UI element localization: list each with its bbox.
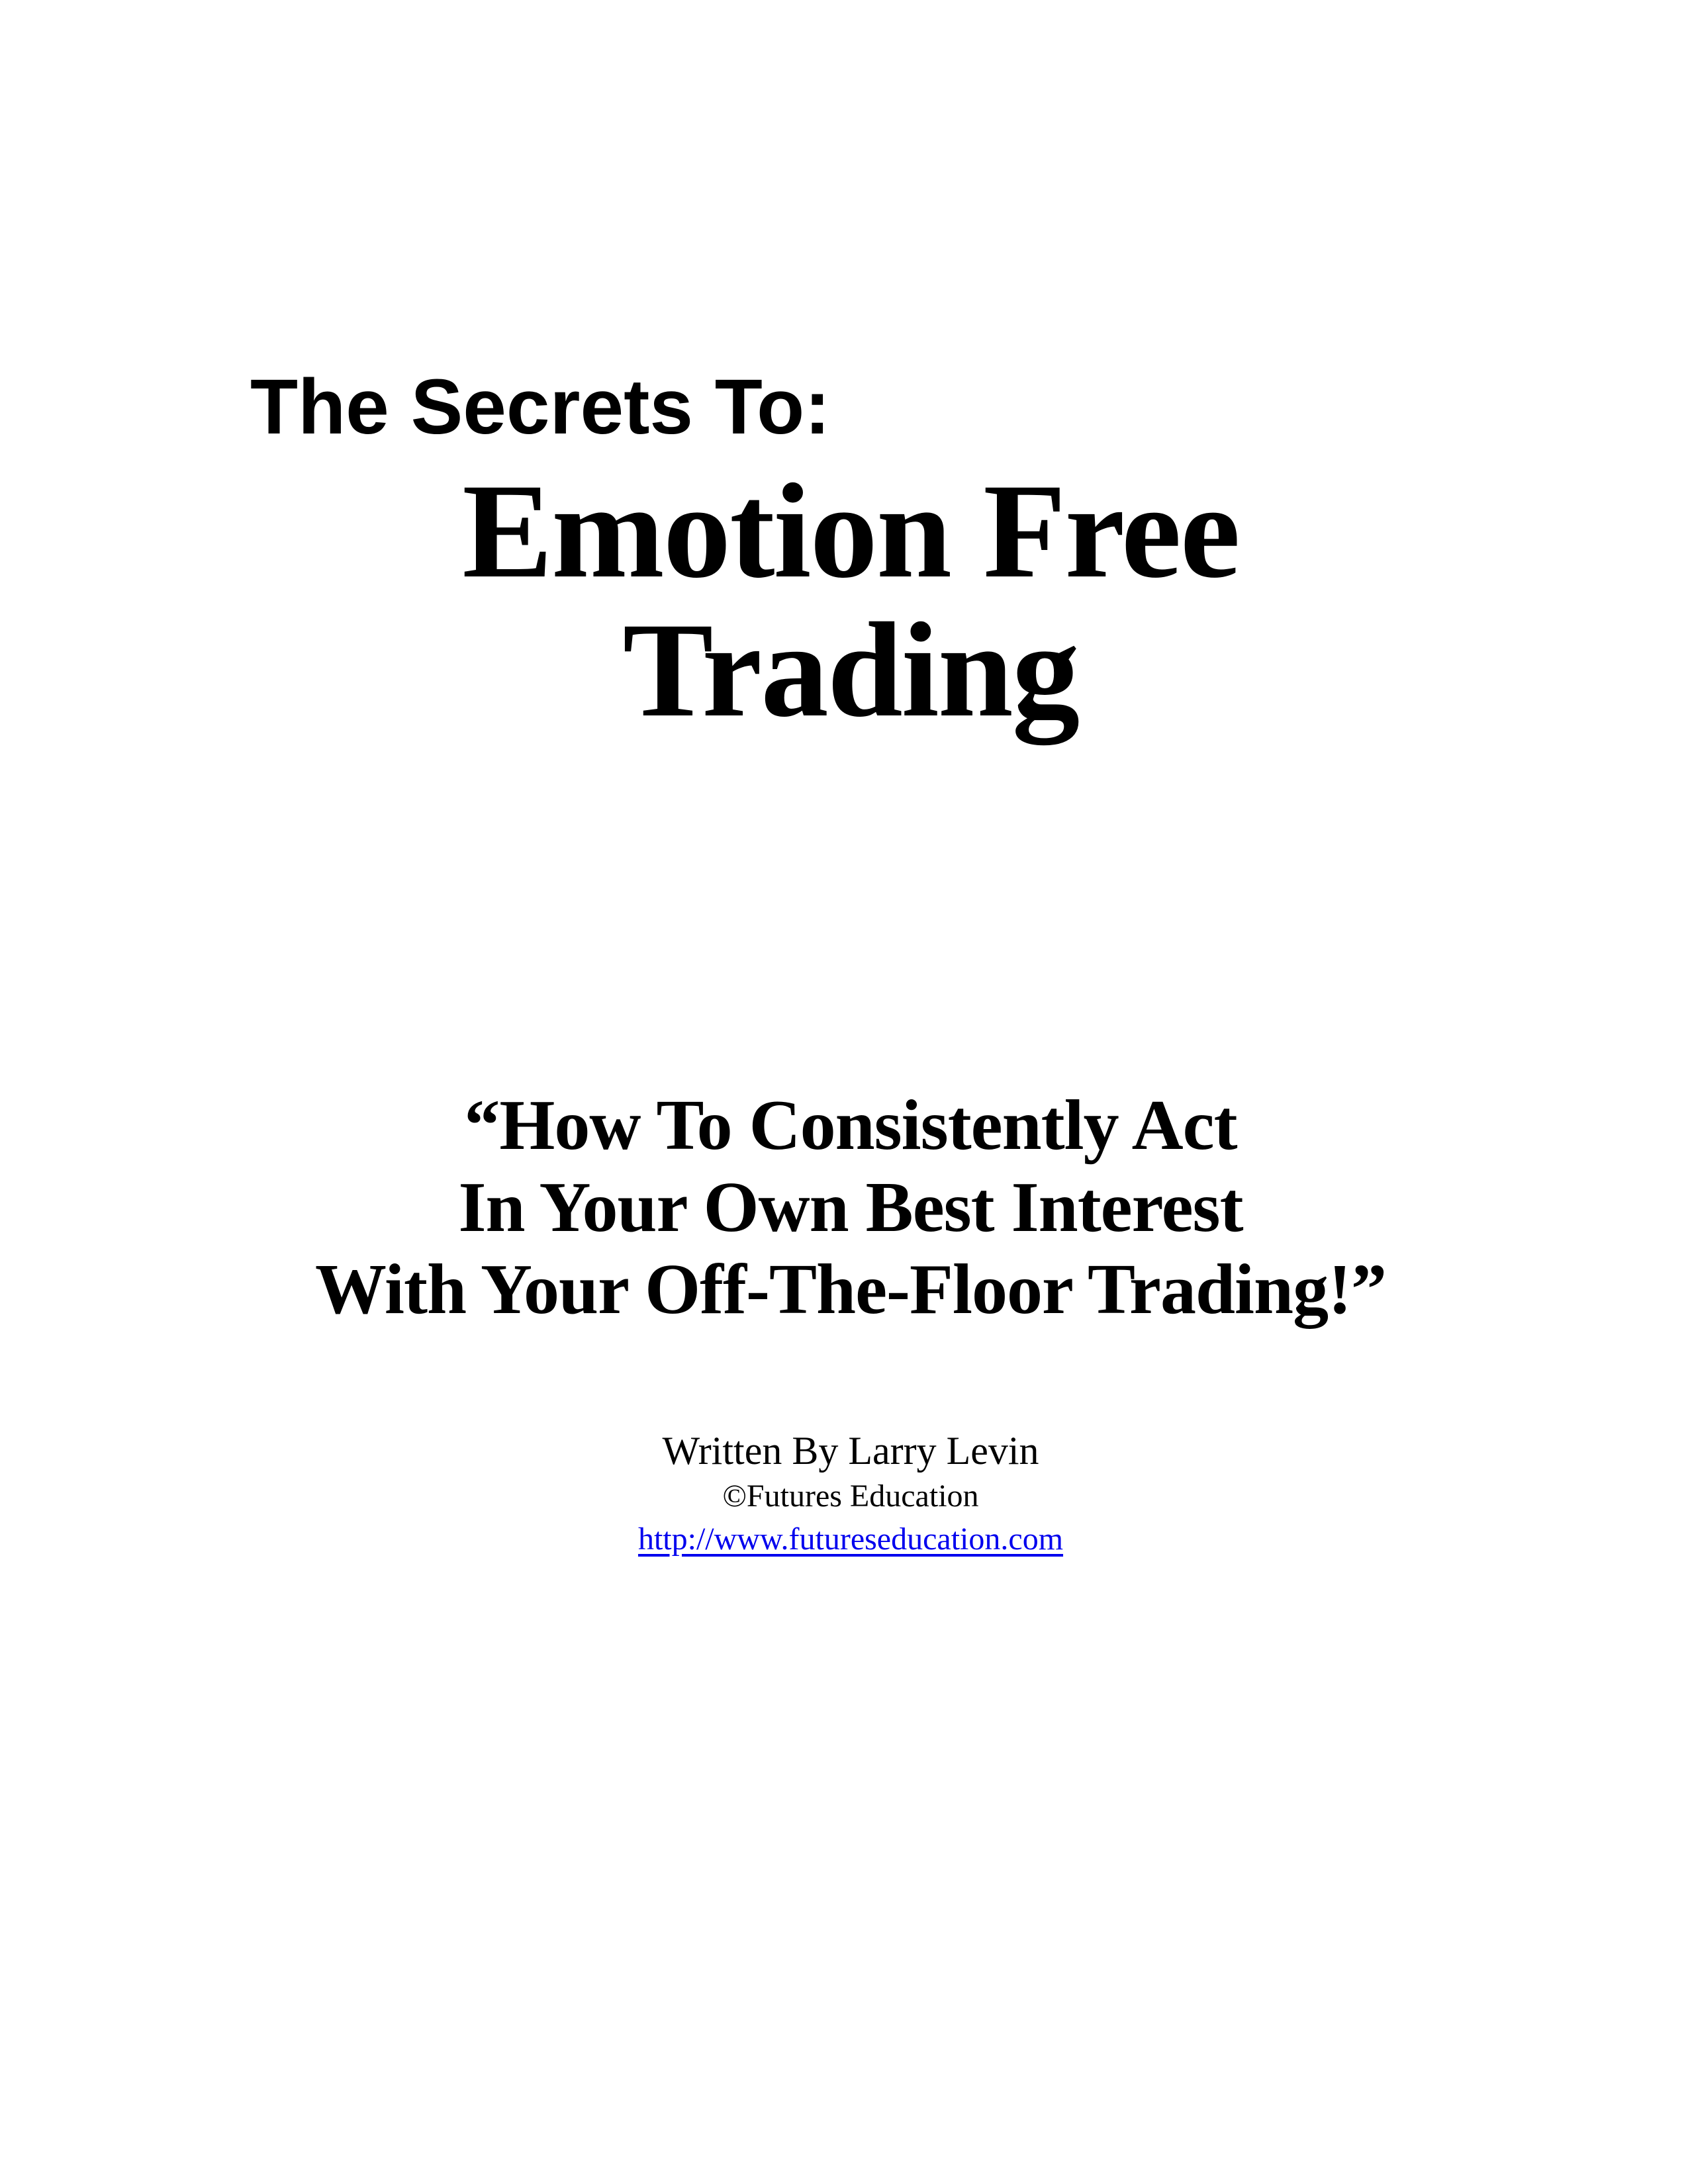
website-link[interactable]: http://www.futureseducation.com <box>637 1522 1064 1557</box>
book-title-line-2: Trading <box>622 595 1079 745</box>
subtitle-quote-line-3: With Your Off-The-Floor Trading!” <box>314 1250 1387 1329</box>
website-link-line <box>13 1524 1688 1555</box>
book-title-line-1: Emotion Free <box>462 456 1239 606</box>
book-title <box>13 456 1688 745</box>
subtitle-quote-line-2: In Your Own Best Interest <box>458 1168 1243 1247</box>
copyright-line: ©Futures Education <box>722 1479 979 1514</box>
subtitle-quote-line-1: “How To Consistently Act <box>464 1086 1237 1165</box>
kicker-heading: The Secrets To: <box>250 363 831 451</box>
subtitle-quote <box>13 1085 1688 1331</box>
author-byline: Written By Larry Levin <box>662 1429 1039 1473</box>
